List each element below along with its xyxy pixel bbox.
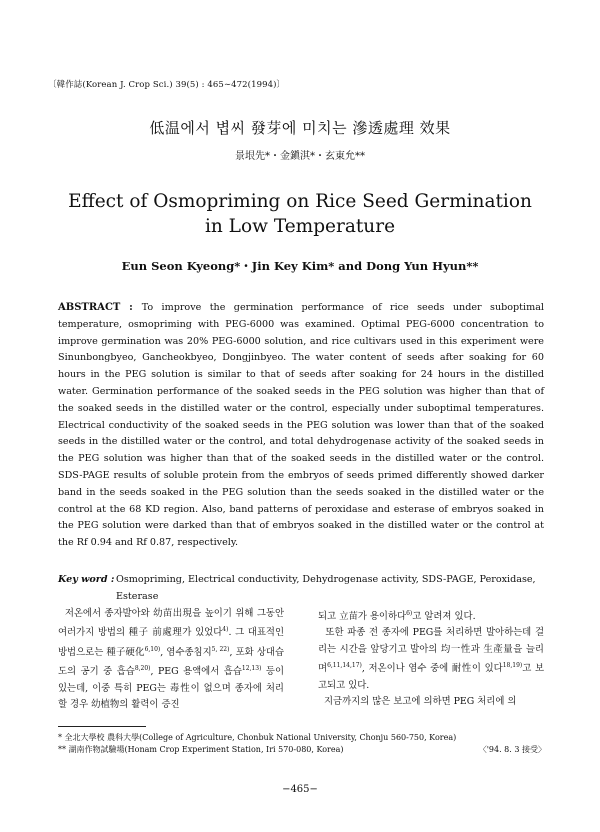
abstract: ABSTRACT : To improve the germination performance of rice seeds under suboptimal temperature, osmopriming with PEG-6000 was examined. Optimal PEG-6000 concentration to improve germination was 20% PEG-6000 solution, and rice cultivars used in this experiment were Sinunbongbyeo, Gancheokbyeo, Dongjinbyeo. The water content of seeds after soaking for 60 hours in the PEG solution is similar to that of seeds after soaking for 24 hours in the distilled water. Germination performance of the soaked seeds in the PEG solution was higher than that of the soaked seeds in the distilled water or the control, especially under suboptimal temperatures. Electrical conductivity of the soaked seeds in the PEG solution was lower than that of the soaked seeds in the distilled water or the control, and total dehydrogenase activity of the soaked seeds in the PEG solution was higher than that of the soaked seeds in the distilled water or the control. SDS-PAGE results of soluble protein from the embryos of seeds primed differently showed darker band in the seeds soaked in the PEG solution than the seeds soaked in the distilled water or the control at the 68 KD region. Also, band patterns of peroxidase and esterase of embryos soaked in the PEG solution were darked than that of embryos soaked in the distilled water or the control at the Rf 0.94 and Rf 0.87, respectively. — [58, 302, 544, 549]
keywords — [58, 572, 548, 605]
citation-ref: 5, 22) — [211, 645, 230, 653]
citation-ref: 6,11,14,17) — [327, 662, 362, 670]
body-paragraph: 되고 立苗가 용이하다$^{6)}$고 알려져 있다. — [318, 610, 476, 622]
body-paragraph: 지금까지의 많은 보고에 의하면 PEG 처리에 의 — [323, 696, 517, 708]
citation-ref: 4) — [222, 626, 229, 634]
citation-ref: 8,20) — [134, 665, 151, 673]
footnote-affiliation-2: ** 湖南作物試驗場(Honam Crop Experiment Station, Iri 570-080, Korea) — [58, 744, 344, 754]
body-column-left: 저온에서 종자발아와 幼苗出現을 높이기 위해 그동안 여러가지 방법의 種子 前處理가 있었다$^{4)}$. 그 대표적인 방법으로는 種子硬化$^{6,10)}$, 염수종침지$^{5, 22)}$, 포화 상대습도의 공기 중 흡습$^{8,20)}$, PEG 용액에서 흡습$^{12,13)}$ 등이 있는데, 이중 특히 PEG는 毒性이 없으며 종자에 처리할 경우 幼植物의 활력이 증진 — [58, 608, 285, 711]
citation-ref: 6,10) — [144, 645, 161, 653]
citation-ref: 6) — [406, 610, 413, 617]
footnote-affiliation-1: * 全北大學校 農科大學(College of Agriculture, Chonbuk National University, Chonju 560-750, Korea) — [58, 733, 457, 742]
korean-title: 低温에서 볍씨 發芽에 미치는 滲透處理 效果 — [149, 119, 451, 137]
english-authors: Eun Seon Kyeong*・Jin Key Kim* and Dong Yun Hyun** — [121, 259, 479, 273]
keyword-label: Key word : — [58, 574, 115, 585]
abstract-label: ABSTRACT — [58, 302, 121, 313]
english-title-line-1: Effect of Osmopriming on Rice Seed Germination — [68, 191, 532, 212]
received-date: 〈'94. 8. 3 接受〉 — [478, 744, 546, 754]
journal-citation: 〔韓作誌(Korean J. Crop Sci.) 39(5) : 465∼472(1994)〕 — [48, 80, 286, 90]
citation-ref: 12,13) — [241, 665, 262, 673]
korean-authors: 景垠先*・金鎭淇*・玄東允** — [235, 151, 365, 162]
english-title — [0, 189, 600, 239]
footnote-divider — [58, 726, 146, 727]
abstract-text: To improve the germination performance of rice seeds under suboptimal temperature, osmopriming with PEG-6000 was examined. Optimal PEG-6000 concentration to improve germination was 20% PEG-6000 solution, and rice cultivars used in this experiment were Sinunbongbyeo, Gancheokbyeo, Dongjinbyeo. The water content of seeds after soaking for 60 hours in the PEG solution is similar to that of seeds after soaking for 24 hours in the distilled water. Germination performance of the soaked seeds in the PEG solution was higher than that of the soaked seeds in the distilled water or the control, especially under suboptimal temperatures. Electrical conductivity of the soaked seeds in the PEG solution was lower than that of the soaked seeds in the distilled water or the control, and total dehydrogenase activity of the soaked seeds in the PEG solution was higher than that of the soaked seeds in the distilled water or the control. SDS-PAGE results of soluble protein from the embryos of seeds primed differently showed darker band in the seeds soaked in the PEG solution than the seeds soaked in the distilled water or the control at the 68 KD region. Also, band patterns of peroxidase and esterase of embryos soaked in the PEG solution were darked than that of embryos soaked in the distilled water or the control at the Rf 0.94 and Rf 0.87, respectively. — [58, 302, 544, 549]
citation-ref: 18,19) — [502, 662, 523, 670]
page-number: −465− — [282, 784, 318, 795]
footnotes — [58, 732, 546, 755]
keyword-text: Osmopriming, Electrical conductivity, Dehydrogenase activity, SDS-PAGE, Peroxidase, Esterase — [116, 574, 536, 602]
english-title-line-2: in Low Temperature — [204, 216, 396, 237]
body-paragraph: 또한 파종 전 종자에 PEG를 처리하면 발아하는데 걸리는 시간을 앞당기고 발아의 均一性과 生產量을 늘리며$^{6,11,14,17)}$, 저온이나 염수 중에 耐性이 있다$^{18,19)}$고 보고되고 있다. — [318, 627, 544, 691]
body-column-right — [318, 606, 544, 710]
